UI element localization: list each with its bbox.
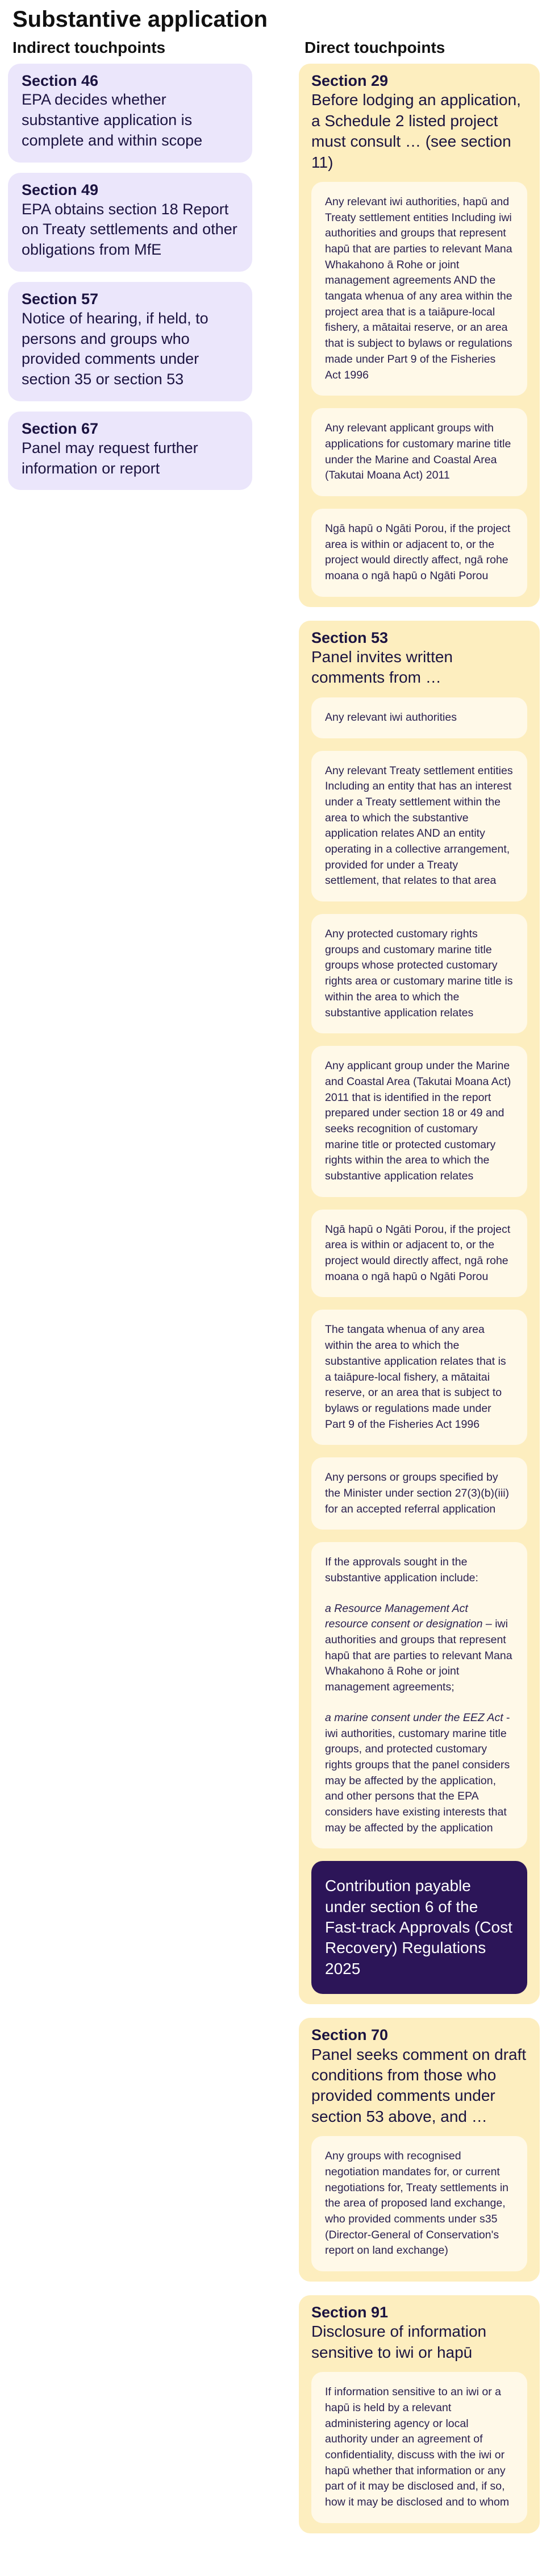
section-number: Section 57 <box>22 290 99 308</box>
comment-invitee-item: The tangata whenua of any area within the area to which the substantive application relates that is a taiāpure-local fishery, a mātaitai reserve, or an area that is subject to bylaws or regulations made under Part 9 of the Fisheries Act 1996 <box>311 1310 527 1445</box>
contribution-callout: Contribution payable under section 6 of the Fast-track Approvals (Cost Recovery) Regulations 2025 <box>311 1861 527 1994</box>
direct-section-53 <box>299 621 540 2005</box>
section-heading: Panel seeks comment on draft conditions from those who provided comments under section 53 above, and … <box>311 2045 527 2125</box>
section-heading: Panel invites written comments from … <box>311 648 453 687</box>
direct-section-70 <box>299 2018 540 2282</box>
comment-invitee-item: Any applicant group under the Marine and Coastal Area (Takutai Moana Act) 2011 that is identified in the report prepared under section 18 or 49 and seeks recognition of customary marine title or protected customary rights within the area to which the substantive application relates <box>311 1046 527 1197</box>
disclosure-item: If information sensitive to an iwi or a hapū is held by a relevant administering agency or local authority under an agreement of confidentiality, discuss with the iwi or hapū whether that information or any part of it may be disclosed and, if so, how it may be disclosed and to whom <box>311 2372 527 2523</box>
comment-invitee-item: Any relevant iwi authorities <box>311 697 527 738</box>
section-number: Section 46 <box>22 72 99 89</box>
comment-invitee-item: Any persons or groups specified by the Minister under section 27(3)(b)(iii) for an accepted referral application <box>311 1457 527 1530</box>
section-number: Section 29 <box>311 72 389 89</box>
approvals-rma <box>325 1601 514 1696</box>
comment-item: Any groups with recognised negotiation mandates for, or current negotiations for, Treaty settlements in the area of proposed land exchange, who provided comments under s35 (Director-General of Conservation's report on land exchange) <box>311 2136 527 2271</box>
section-description: EPA decides whether substantive application is complete and within scope <box>22 91 203 149</box>
approvals-intro: If the approvals sought in the substantive application include: <box>325 1556 478 1584</box>
section-number: Section 53 <box>311 629 389 646</box>
page-title: Substantive application <box>12 7 268 32</box>
indirect-card-section-67 <box>8 412 252 490</box>
section-number: Section 70 <box>311 2026 389 2044</box>
indirect-header: Indirect touchpoints <box>12 39 166 56</box>
consult-item: Ngā hapū o Ngāti Porou, if the project area is within or adjacent to, or the project would directly affect, ngā rohe moana o ngā hapū o Ngāti Porou <box>311 509 527 597</box>
direct-section-29 <box>299 64 540 607</box>
approvals-rma-text: – iwi authorities and groups that represent hapū that are parties to relevant Mana Whakahono ā Rohe or joint management agreements; <box>325 1618 512 1694</box>
section-number: Section 49 <box>22 181 99 199</box>
approvals-eez <box>325 1710 514 1837</box>
approvals-eez-label: a marine consent under the EEZ Act <box>325 1711 503 1724</box>
direct-column <box>299 64 540 2547</box>
section-number: Section 91 <box>311 2304 389 2321</box>
indirect-card-section-49 <box>8 173 252 272</box>
consult-item: Any relevant applicant groups with applications for customary marine title under the Marine and Coastal Area (Takutai Moana Act) 2011 <box>311 408 527 496</box>
section-description: Notice of hearing, if held, to persons and groups who provided comments under section 35 or section 53 <box>22 309 209 388</box>
approvals-eez-text: - iwi authorities, customary marine title groups, and protected customary rights groups that the panel considers may be affected by the application, and other persons that the EPA considers have existing interests that may be affected by the application <box>325 1711 510 1834</box>
indirect-card-section-46 <box>8 64 252 163</box>
section-number: Section 67 <box>22 420 99 438</box>
section-description: EPA obtains section 18 Report on Treaty settlements and other obligations from MfE <box>22 200 237 259</box>
section-heading: Disclosure of information sensitive to iwi or hapū <box>311 2322 487 2361</box>
approvals-item <box>311 1542 527 1848</box>
section-heading: Before lodging an application, a Schedule 2 listed project must consult … (see section 11) <box>311 91 521 171</box>
comment-invitee-item: Any protected customary rights groups and customary marine title groups whose protected customary rights area or customary marine title is within the area to which the substantive application relates <box>311 914 527 1033</box>
consult-item: Any relevant iwi authorities, hapū and Treaty settlement entities Including iwi authorities and groups that represent hapū that are parties to relevant Mana Whakahono ā Rohe or joint management agreements AND the tangata whenua of any area within the project area that is a taiāpure-local fishery, a mātaitai reserve, or an area that is subject to bylaws or regulations made under Part 9 of the Fisheries Act 1996 <box>311 182 527 396</box>
comment-invitee-item: Any relevant Treaty settlement entities Including an entity that has an interest under a Treaty settlement within the area to which the substantive application relates AND an entity operating in a collective arrangement, provided for under a Treaty settlement, that relates to that area <box>311 751 527 902</box>
approvals-rma-label: a Resource Management Act resource consent or designation <box>325 1602 483 1631</box>
indirect-card-section-57 <box>8 282 252 401</box>
comment-invitee-item: Ngā hapū o Ngāti Porou, if the project area is within or adjacent to, or the project would directly affect, ngā rohe moana o ngā hapū o Ngāti Porou <box>311 1210 527 1298</box>
indirect-column <box>8 64 252 500</box>
section-description: Panel may request further information or report <box>22 439 198 477</box>
direct-header: Direct touchpoints <box>305 39 445 56</box>
direct-section-91 <box>299 2295 540 2533</box>
